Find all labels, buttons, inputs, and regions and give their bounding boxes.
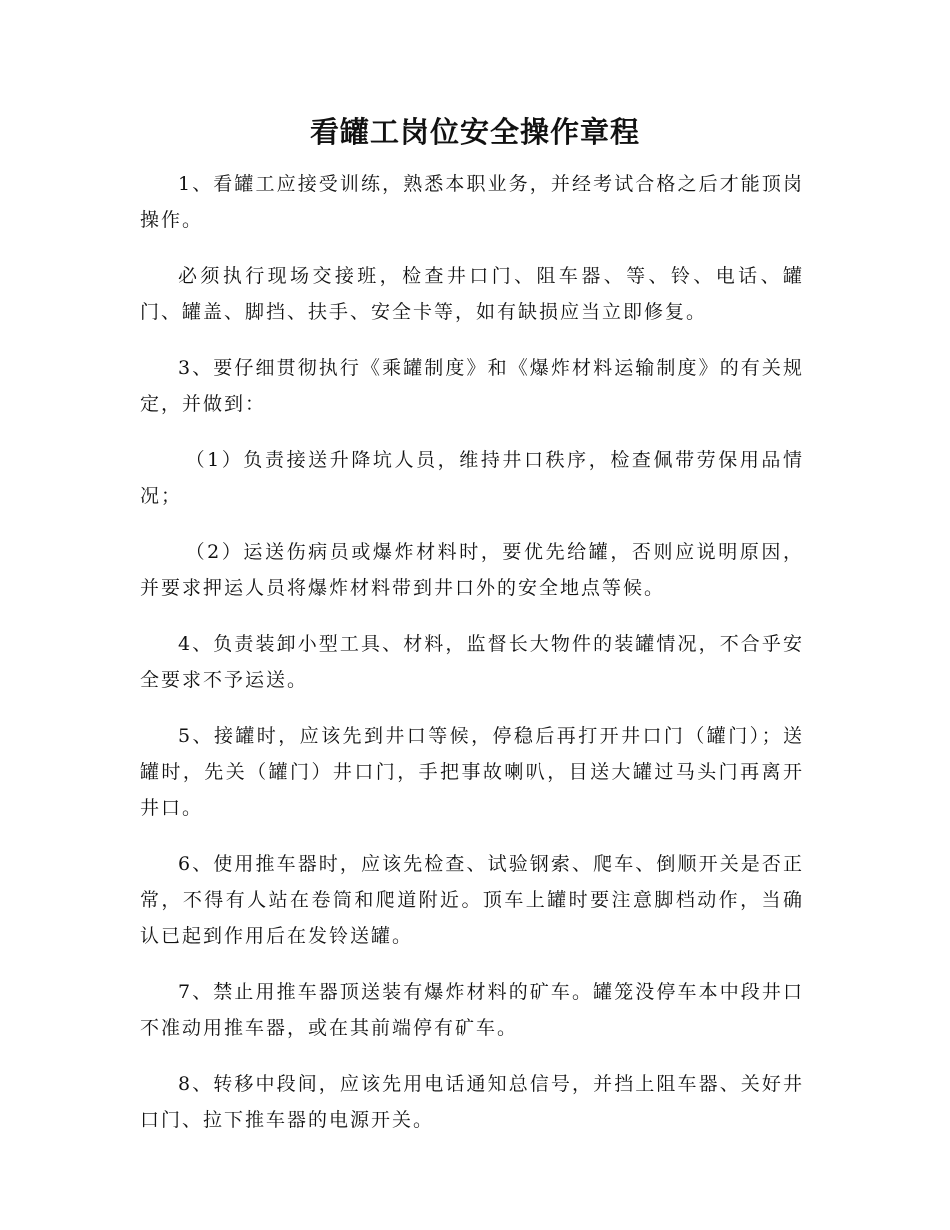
paragraph-1: 1、看罐工应接受训练，熟悉本职业务，并经考试合格之后才能顶岗操作。 [140,173,804,231]
paragraph-3: 3、要仔细贯彻执行《乘罐制度》和《爆炸材料运输制度》的有关规定，并做到： [140,357,804,415]
paragraph-7: 7、禁止用推车器顶送装有爆炸材料的矿车。罐笼没停车本中段井口不准动用推车器，或在其前端停有矿车。 [140,981,804,1039]
paragraph-2: 必须执行现场交接班，检查井口门、阻车器、等、铃、电话、罐门、罐盖、脚挡、扶手、安全卡等，如有缺损应当立即修复。 [140,265,804,323]
paragraph-6: 6、使用推车器时，应该先检查、试验钢索、爬车、倒顺开关是否正常，不得有人站在卷筒和爬道附近。顶车上罐时要注意脚档动作，当确认已起到作用后在发铃送罐。 [140,853,804,947]
paragraph-4: 4、负责装卸小型工具、材料，监督长大物件的装罐情况，不合乎安全要求不予运送。 [140,633,804,691]
document-title: 看罐工岗位安全操作章程 [309,115,640,149]
paragraph-8: 8、转移中段间，应该先用电话通知总信号，并挡上阻车器、关好井口门、拉下推车器的电源开关。 [140,1073,804,1131]
paragraph-5: 5、接罐时，应该先到井口等候，停稳后再打开井口门（罐门）；送罐时，先关（罐门）井口门，手把事故喇叭，目送大罐过马头门再离开井口。 [140,725,804,819]
paragraph-3-item-2: （2）运送伤病员或爆炸材料时，要优先给罐，否则应说明原因，并要求押运人员将爆炸材料带到井口外的安全地点等候。 [140,541,804,599]
document-body [140,166,804,1158]
paragraph-3-item-1: （1）负责接送升降坑人员，维持井口秩序，检查佩带劳保用品情况； [140,449,804,507]
